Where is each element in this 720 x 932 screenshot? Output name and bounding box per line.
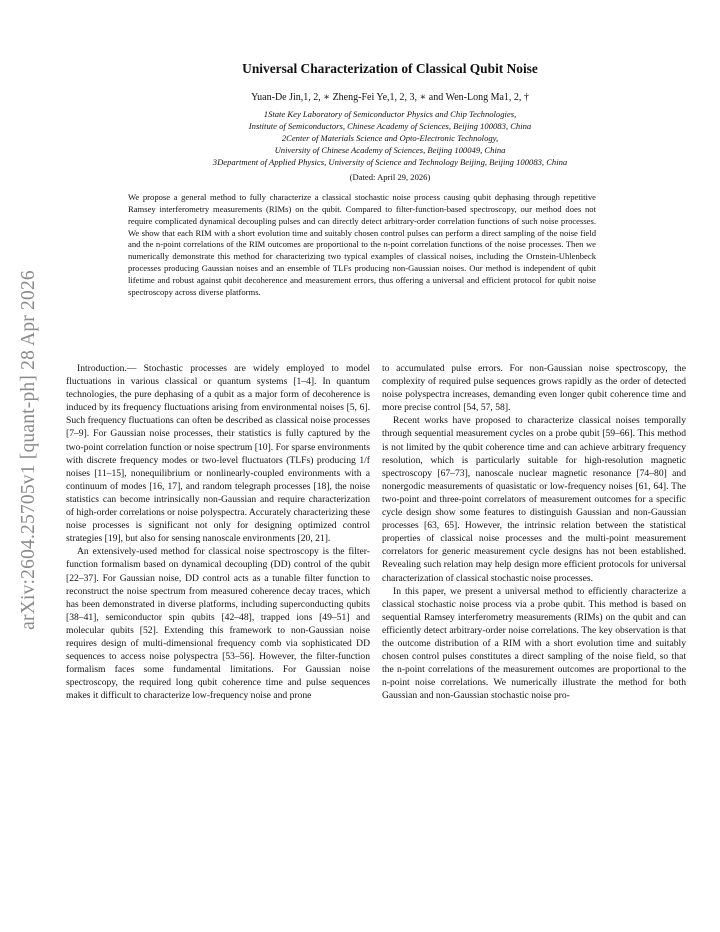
author-list: Yuan-De Jin,1, 2, ∗ Zheng-Fei Ye,1, 2, 3, ∗ and Wen-Long Ma1, 2, † [251, 92, 529, 103]
intro-paragraph-1: Introduction.— Stochastic processes are widely employed to model fluctuations in various classical or quantum systems [1–4]. In quantum technologies, the pure dephasing of a qubit as a major form of decoherence is induced by its frequency fluctuations arising from environmental noises [5, 6]. Such frequency fluctuations can often be described as classical noise processes [7–9]. For Gaussian noise processes, their statistics is fully captured by the two-point correlation function or noise spectrum [10]. For sparse environments with discrete frequency modes or two-level fluctuators (TLFs) producing 1/f noises [11–15], nonequilibrium or nonlinearly-coupled environments with a continuum of modes [16, 17], and random telegraph processes [18], the noise statistics can become intrinsically non-Gaussian and require characterization of high-order correlations or noise polyspectra. Accurately characterizing these noise processes is significant not only for designing optimized control strategies [19], but also for sensing nanoscale environments [20, 21]. [66, 363, 370, 545]
right-paragraph-3: In this paper, we present a universal method to efficiently characterize a classical stochastic noise process via a probe qubit. This method is based on sequential Ramsey interferometry measurements (RIMs) on the qubit and can efficiently detect arbitrary-order noise correlations. The key observation is that the outcome distribution of a RIM with a short evolution time and suitably chosen control pulses constitutes a direct sampling of the noise field, so that the n-point correlations of the measurement outcomes are proportional to the n-point noise correlations. We numerically illustrate the method for both Gaussian and non-Gaussian stochastic noise pro- [382, 585, 686, 702]
right-paragraph-1: to accumulated pulse errors. For non-Gaussian noise spectroscopy, the complexity of required pulse sequences grows rapidly as the order of detected noise polyspectra increases, demanding even longer qubit coherence time and more precise control [54, 57, 58]. [382, 363, 686, 414]
intro-paragraph-2: An extensively-used method for classical noise spectroscopy is the filter-function formalism based on dynamical decoupling (DD) control of the qubit [22–37]. For Gaussian noise, DD control acts as a tunable filter function to reconstruct the noise spectrum from measured coherence decay traces, which has been demonstrated in diverse platforms, including superconducting qubits [38–41], semiconductor spin qubits [42–48], trapped ions [49–51] and molecular qubits [52]. Extending this framework to non-Gaussian noise requires design of multi-dimensional frequency comb via sophisticated DD sequences to access noise polyspectra [53–56]. However, the filter-function formalism faces some fundamental limitations. For Gaussian noise spectroscopy, the required long qubit coherence time and pulse sequences makes it difficult to characterize low-frequency noise and prone [66, 546, 370, 702]
abstract: We propose a general method to fully characterize a classical stochastic noise process causing qubit dephasing through repetitive Ramsey interferometry measurements (RIMs) on the qubit. Compared to filter-function-based spectroscopy, our method does not require complicated dynamical decoupling pulses and can directly detect arbitrary-order correlation functions of such noise processes. We show that each RIM with a short evolution time and suitably chosen control pulses can perform a direct sampling of the noise field and the n-point correlations of the RIM outcomes are proportional to the n-point correlation functions of the noise processes. Then we numerically demonstrate this method for characterizing two typical examples of classical noises, including the Ornstein-Uhlenbeck processes producing Gaussian noises and an ensemble of TLFs producing non-Gaussian noises. Our method is independent of qubit lifetime and robust against qubit decoherence and measurement errors, thus offering a universal and efficient protocol for qubit noise spectroscopy across diverse platforms. [128, 192, 596, 297]
right-column [382, 362, 686, 702]
affiliation-1b: Institute of Semiconductors, Chinese Academy of Sciences, Beijing 100083, China [248, 121, 532, 131]
arxiv-identifier [4, 240, 54, 660]
affiliation-1a: 1State Key Laboratory of Semiconductor Physics and Chip Technologies, [263, 109, 517, 119]
date-line: (Dated: April 29, 2026) [349, 172, 431, 182]
affiliation-2a: 2Center of Materials Science and Opto-Electronic Technology, [281, 133, 499, 143]
affiliation-3: 3Department of Applied Physics, University of Science and Technology Beijing, Beijing 100083, China [212, 157, 568, 167]
affiliation-2b: University of Chinese Academy of Sciences, Beijing 100049, China [274, 145, 506, 155]
arxiv-id-text: arXiv:2604.25705v1 [quant-ph] 28 Apr 2026 [18, 270, 39, 630]
paper-title: Universal Characterization of Classical Qubit Noise [242, 61, 538, 76]
right-paragraph-2: Recent works have proposed to characterize classical noises temporally through sequential measurement cycles on a probe qubit [59–66]. This method is not limited by the qubit coherence time and can achieve arbitrary frequency resolution, which is particularly suitable for high-resolution magnetic spectroscopy [67–73], nanoscale nuclear magnetic resonance [74–80] and nonergodic measurements of quasistatic or low-frequency noises [61, 64]. The two-point and three-point correlators of measurement outcomes for a specific cycle design show some features to distinguish Gaussian and non-Gaussian processes [63, 65]. However, the intrinsic relation between the statistical properties of classical noise processes and the multi-point measurement correlators for generic measurement cycle designs has not been established. Revealing such relation may help design more efficient protocols for universal characterization of classical stochastic noise processes. [382, 415, 686, 584]
left-column [66, 362, 370, 702]
